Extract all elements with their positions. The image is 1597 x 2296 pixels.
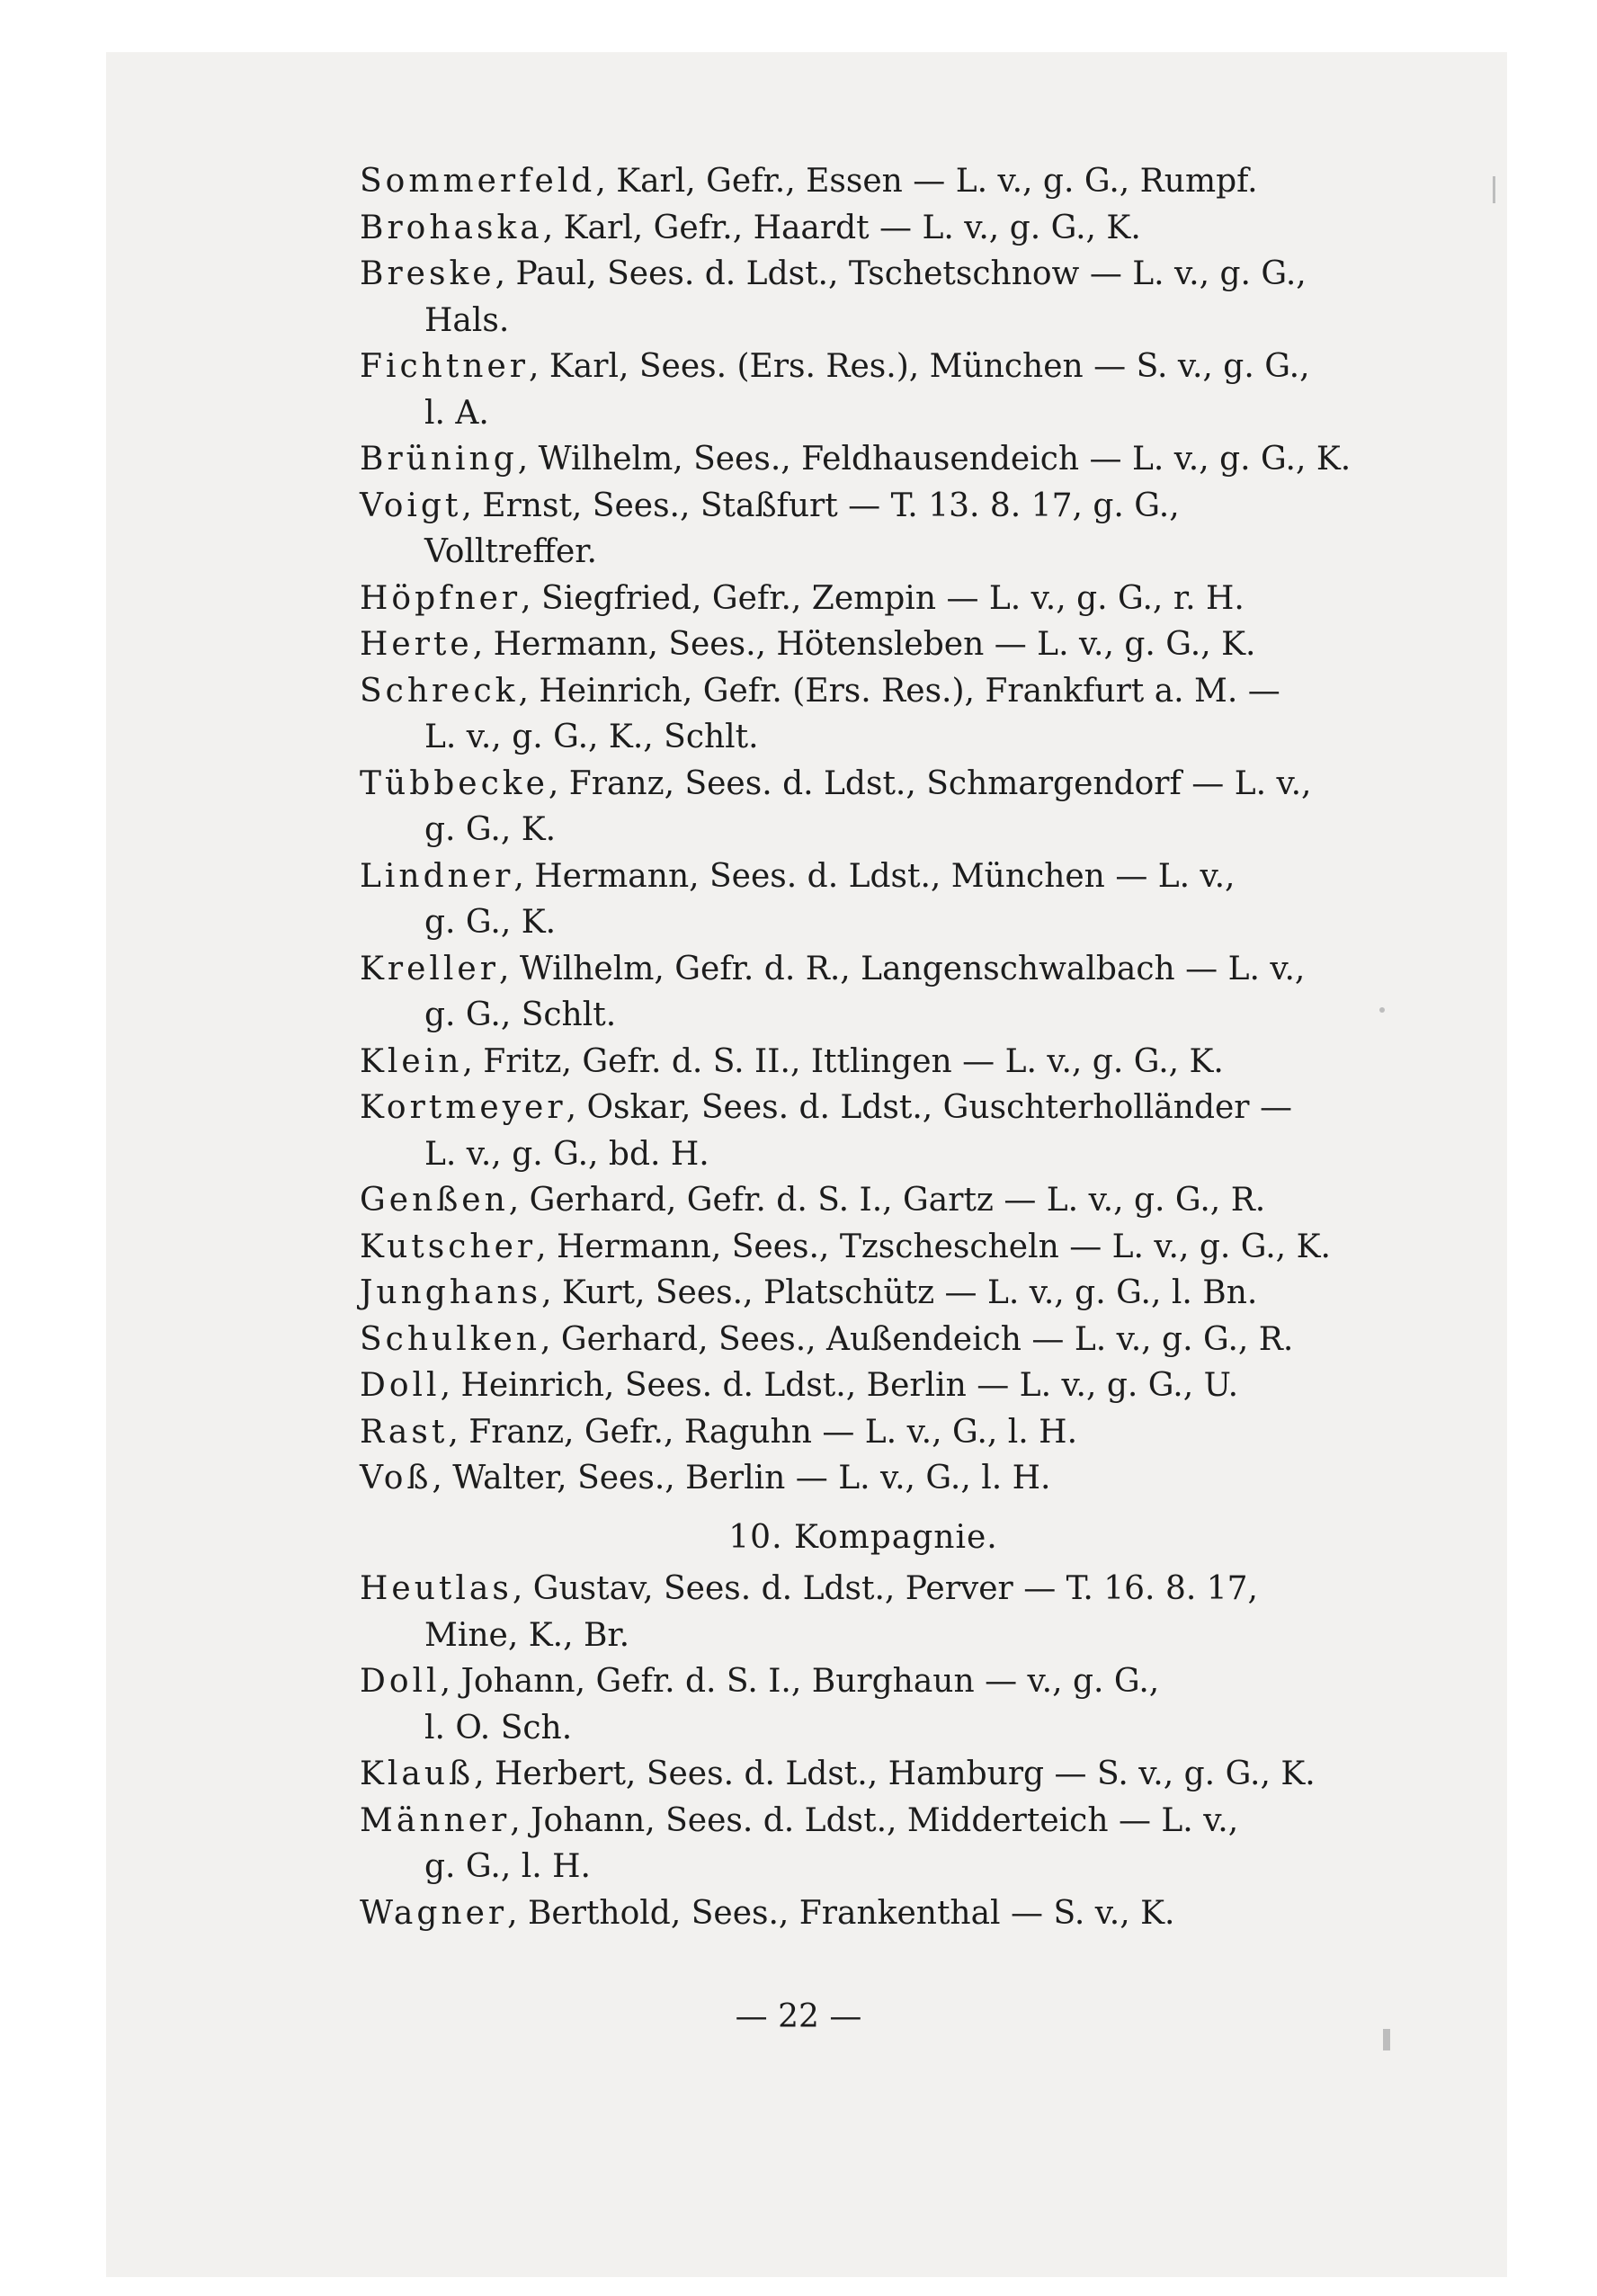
- entry-details: , Karl, Sees. (Ers. Res.), München — S. v., g. G.,: [529, 348, 1310, 385]
- entry-continuation: Mine, K., Br.: [424, 1616, 630, 1654]
- entry-details: , Wilhelm, Sees., Feldhausendeich — L. v., g. G., K.: [517, 441, 1352, 478]
- entry-name: Fichtner: [360, 348, 530, 385]
- entry-continuation: g. G., K.: [424, 904, 557, 941]
- entry-details: , Wilhelm, Gefr. d. R., Langenschwalbach — L. v.,: [498, 950, 1306, 987]
- entry-continuation: l. O. Sch.: [424, 1709, 573, 1747]
- entry-details: , Franz, Sees. d. Ldst., Schmargendorf — L. v.,: [548, 764, 1312, 802]
- entry-name: Klein: [360, 1042, 463, 1080]
- entry-details: , Karl, Gefr., Haardt — L. v., g. G., K.: [542, 209, 1141, 246]
- entry-name: Brohaska: [360, 209, 543, 246]
- entry-details: , Gustav, Sees. d. Ldst., Perver — T. 16. 8. 17,: [512, 1570, 1258, 1607]
- entry-details: , Ernst, Sees., Staßfurt — T. 13. 8. 17, g. G.,: [461, 487, 1180, 524]
- list-item: [360, 1658, 1367, 1751]
- entry-details: , Franz, Gefr., Raguhn — L. v., G., l. H.: [448, 1413, 1078, 1451]
- entry-details: , Walter, Sees., Berlin — L. v., G., l. H.: [432, 1460, 1051, 1496]
- list-item: [360, 1317, 1367, 1363]
- entry-name: Heutlas: [360, 1570, 513, 1607]
- list-item: [360, 946, 1367, 1039]
- list-item: [360, 1751, 1367, 1798]
- entry-name: Herte: [360, 626, 473, 663]
- entry-continuation: l. A.: [424, 394, 489, 432]
- entry-name: Doll: [360, 1663, 441, 1700]
- entry-details: , Oskar, Sees. d. Ldst., Guschterholländer —: [566, 1089, 1292, 1126]
- entry-name: Klauß: [360, 1756, 475, 1792]
- entry-group-9th-company: [360, 158, 1367, 1502]
- entry-continuation: L. v., g. G., bd. H.: [424, 1135, 709, 1173]
- entry-name: Schreck: [360, 672, 519, 710]
- list-item: [360, 853, 1367, 946]
- list-item: [360, 205, 1367, 252]
- entry-name: Breske: [360, 255, 495, 292]
- entry-name: Kreller: [360, 950, 499, 987]
- list-item: [360, 344, 1367, 436]
- entry-group-10th-company: [360, 1566, 1367, 1936]
- entry-name: Sommerfeld: [360, 163, 596, 200]
- entry-name: Voß: [360, 1460, 433, 1496]
- entry-continuation: Hals.: [424, 301, 510, 339]
- list-item: [360, 621, 1367, 668]
- entry-name: Höpfner: [360, 579, 522, 617]
- entry-details: , Karl, Gefr., Essen — L. v., g. G., Rumpf.: [595, 163, 1258, 200]
- scan-speck: [1493, 176, 1495, 203]
- list-item: [360, 1890, 1367, 1937]
- entry-name: Männer: [360, 1801, 511, 1839]
- entry-details: , Johann, Sees. d. Ldst., Midderteich — L. v.,: [510, 1801, 1239, 1839]
- list-item: [360, 1362, 1367, 1409]
- list-item: [360, 1566, 1367, 1658]
- entry-name: Lindner: [360, 857, 514, 895]
- entry-name: Junghans: [360, 1274, 542, 1311]
- entry-name: Kortmeyer: [360, 1089, 567, 1126]
- entry-details: , Berthold, Sees., Frankenthal — S. v., K.: [507, 1894, 1175, 1932]
- entry-continuation: Volltreffer.: [424, 533, 597, 570]
- entry-details: , Heinrich, Sees. d. Ldst., Berlin — L. v., g. G., U.: [440, 1367, 1239, 1404]
- entry-name: Tübbecke: [360, 764, 549, 802]
- list-item: [360, 1270, 1367, 1317]
- list-item: [360, 761, 1367, 853]
- section-heading: 10. Kompagnie.: [728, 1518, 998, 1556]
- entry-details: , Gerhard, Gefr. d. S. I., Gartz — L. v., g. G., R.: [508, 1182, 1266, 1219]
- entry-name: Brüning: [360, 441, 518, 478]
- entry-name: Doll: [360, 1367, 441, 1404]
- entry-name: Rast: [360, 1413, 449, 1451]
- list-item: [360, 1455, 1367, 1502]
- entry-details: , Heinrich, Gefr. (Ers. Res.), Frankfurt a. M. —: [518, 672, 1280, 710]
- entry-details: , Fritz, Gefr. d. S. II., Ittlingen — L. v., g. G., K.: [462, 1042, 1224, 1080]
- page-number: — 22 —: [735, 1998, 862, 2035]
- list-item: [360, 251, 1367, 344]
- entry-details: , Paul, Sees. d. Ldst., Tschetschnow — L. v., g. G.,: [495, 255, 1307, 292]
- entry-continuation: L. v., g. G., K., Schlt.: [424, 719, 759, 755]
- entry-name: Schulken: [360, 1320, 541, 1358]
- list-item: [360, 1039, 1367, 1085]
- entry-details: , Hermann, Sees., Tzschescheln — L. v., g. G., K.: [536, 1228, 1331, 1265]
- list-item: [360, 158, 1367, 205]
- entry-name: Wagner: [360, 1894, 508, 1932]
- casualty-list: [360, 158, 1367, 1936]
- entry-details: , Hermann, Sees., Hötensleben — L. v., g. G., K.: [472, 626, 1256, 663]
- list-item: [360, 1409, 1367, 1456]
- entry-name: Kutscher: [360, 1228, 537, 1265]
- list-item: [360, 1177, 1367, 1224]
- list-item: [360, 483, 1367, 576]
- list-item: [360, 1085, 1367, 1177]
- entry-details: , Siegfried, Gefr., Zempin — L. v., g. G., r. H.: [521, 579, 1245, 617]
- entry-continuation: g. G., l. H.: [424, 1848, 591, 1885]
- list-item: [360, 436, 1367, 483]
- list-item: [360, 1224, 1367, 1271]
- entry-details: , Kurt, Sees., Platschütz — L. v., g. G., l. Bn.: [541, 1274, 1258, 1311]
- list-item: [360, 668, 1367, 761]
- entry-continuation: g. G., Schlt.: [424, 996, 617, 1033]
- entry-details: , Herbert, Sees. d. Ldst., Hamburg — S. v., g. G., K.: [474, 1756, 1316, 1792]
- entry-details: , Johann, Gefr. d. S. I., Burghaun — v., g. G.,: [440, 1663, 1160, 1700]
- scan-speck: [1379, 1007, 1385, 1013]
- list-item: [360, 576, 1367, 622]
- entry-name: Genßen: [360, 1182, 509, 1219]
- list-item: [360, 1798, 1367, 1890]
- entry-continuation: g. G., K.: [424, 811, 557, 848]
- entry-details: , Hermann, Sees. d. Ldst., München — L. v.,: [513, 857, 1236, 895]
- entry-name: Voigt: [360, 487, 462, 524]
- entry-details: , Gerhard, Sees., Außendeich — L. v., g. G., R.: [540, 1320, 1294, 1358]
